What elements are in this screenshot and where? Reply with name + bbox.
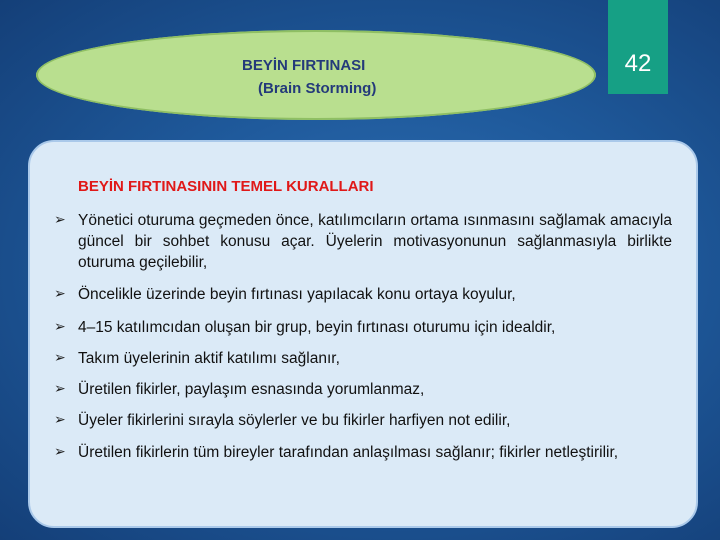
rule-text: Üyeler fikirlerini sırayla söylerler ve bu fikirler harfiyen not edilir, [78,412,511,429]
list-item [54,442,672,463]
section-heading: BEYİN FIRTINASININ TEMEL KURALLARI [78,178,374,195]
title-oval [36,30,596,120]
rule-text: 4–15 katılımcıdan oluşan bir grup, beyin fırtınası oturumu için idealdir, [78,319,556,336]
rule-text: Üretilen fikirlerin tüm bireyler tarafından anlaşılması sağlanır; fikirler netleştirilir, [78,444,619,461]
arrow-bullet-icon: ➢ [54,318,66,334]
page-number-box [608,0,668,94]
arrow-bullet-icon: ➢ [54,349,66,365]
list-item [54,317,672,338]
rule-text: Öncelikle üzerinde beyin fırtınası yapılacak konu ortaya koyulur, [78,286,516,303]
page-number: 42 [624,50,652,77]
list-item [54,284,672,305]
rule-text: Takım üyelerinin aktif katılımı sağlanır, [78,350,340,367]
rule-text: Yönetici oturuma geçmeden önce, katılımcıların ortama ısınmasını sağlamak amacıyla güncel bir sohbet konusu açar. Üyelerin motivasyonunun sağlanmasıyla birlikte oturuma geçilebilir, [78,212,672,271]
slide-subtitle: (Brain Storming) [258,80,377,97]
arrow-bullet-icon: ➢ [54,380,66,396]
list-item [54,210,672,273]
list-item [54,348,672,369]
arrow-bullet-icon: ➢ [54,411,66,427]
arrow-bullet-icon: ➢ [54,285,66,301]
arrow-bullet-icon: ➢ [54,211,66,227]
slide-title: BEYİN FIRTINASI [242,57,366,74]
arrow-bullet-icon: ➢ [54,443,66,459]
list-item [54,379,672,400]
list-item [54,410,672,431]
rule-text: Üretilen fikirler, paylaşım esnasında yorumlanmaz, [78,381,425,398]
